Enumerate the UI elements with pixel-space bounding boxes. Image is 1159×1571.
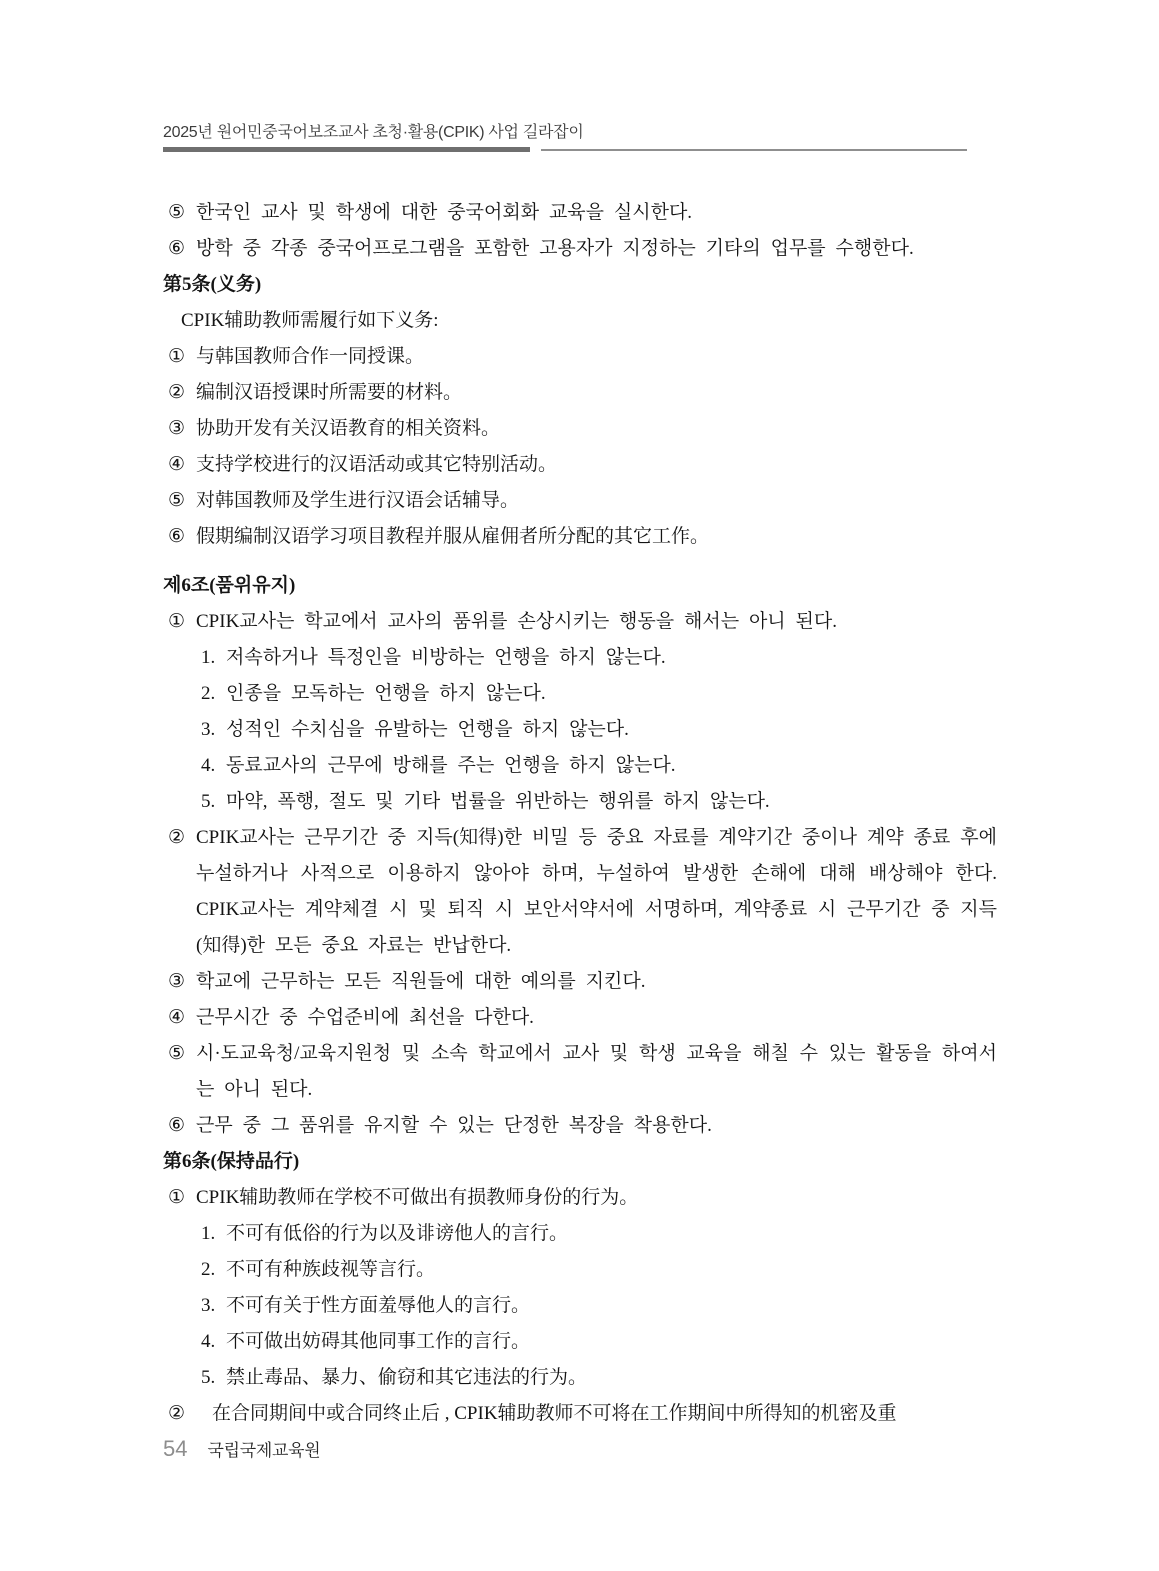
item-marker: 2. xyxy=(201,1259,216,1280)
item-marker: ④ xyxy=(168,1007,186,1028)
list-item xyxy=(163,1180,997,1216)
item-marker: 3. xyxy=(201,1295,216,1316)
item-text: CPIK교사는 학교에서 교사의 품위를 손상시키는 행동을 해서는 아니 된다. xyxy=(196,611,837,632)
list-item xyxy=(163,1036,997,1108)
page-footer xyxy=(163,1436,320,1462)
item-text: 协助开发有关汉语教育的相关资料。 xyxy=(196,418,501,439)
list-item xyxy=(163,1396,997,1432)
sub-list-item xyxy=(163,1360,997,1396)
item-marker: 5. xyxy=(201,791,216,812)
heading-text: 第6条(保持品行) xyxy=(163,1151,300,1172)
sub-list-item xyxy=(163,640,997,676)
item-marker: 2. xyxy=(201,683,216,704)
item-text: 编制汉语授课时所需要的材料。 xyxy=(196,382,463,403)
item-marker: 3. xyxy=(201,719,216,740)
item-marker: ① xyxy=(168,346,186,367)
item-text: 한국인 교사 및 학생에 대한 중국어회화 교육을 실시한다. xyxy=(196,202,693,223)
item-text: 시·도교육청/교육지원청 및 소속 학교에서 교사 및 학생 교육을 해칠 수 있는 활동을 하여서는 아니 된다. xyxy=(196,1043,997,1100)
heading-text: 第5条(义务) xyxy=(163,274,262,295)
section-heading xyxy=(163,568,997,604)
list-item xyxy=(163,1108,997,1144)
sub-list-item xyxy=(163,1252,997,1288)
list-item xyxy=(163,820,997,964)
footer-org-name: 국립국제교육원 xyxy=(207,1441,321,1460)
item-text: 저속하거나 특정인을 비방하는 언행을 하지 않는다. xyxy=(226,647,666,668)
sub-list-item xyxy=(163,676,997,712)
item-text: 在合同期间中或合同终止后 , CPIK辅助教师不可将在工作期间中所得知的机密及重 xyxy=(212,1403,897,1424)
item-text: 假期编制汉语学习项目教程并服从雇佣者所分配的其它工作。 xyxy=(196,526,710,547)
item-text: CPIK辅助教师在学校不可做出有损教师身份的行为。 xyxy=(196,1187,639,1208)
item-text: 방학 중 각종 중국어프로그램을 포함한 고용자가 지정하는 기타의 업무를 수행한다. xyxy=(196,238,914,259)
item-text: 근무시간 중 수업준비에 최선을 다한다. xyxy=(196,1007,534,1028)
item-marker: ⑥ xyxy=(168,526,186,547)
item-text: 禁止毒品、暴力、偷窃和其它违法的行为。 xyxy=(226,1367,588,1388)
item-text: 성적인 수치심을 유발하는 언행을 하지 않는다. xyxy=(226,719,629,740)
list-item xyxy=(163,339,997,375)
item-text: 마약, 폭행, 절도 및 기타 법률을 위반하는 행위를 하지 않는다. xyxy=(226,791,770,812)
list-item xyxy=(163,411,997,447)
header-title: 2025년 원어민중국어보조교사 초청·활용(CPIK) 사업 길라잡이 xyxy=(163,124,584,141)
item-text: 不可有种族歧视等言行。 xyxy=(226,1259,436,1280)
item-marker: ② xyxy=(168,1403,186,1424)
item-marker: ⑥ xyxy=(168,1115,186,1136)
item-marker: ⑤ xyxy=(168,202,186,223)
section-heading xyxy=(163,1144,997,1180)
item-text: 与韩国教师合作一同授课。 xyxy=(196,346,425,367)
item-text: 不可有低俗的行为以及诽谤他人的言行。 xyxy=(226,1223,569,1244)
paragraph xyxy=(163,303,997,339)
item-text: 학교에 근무하는 모든 직원들에 대한 예의를 지킨다. xyxy=(196,971,646,992)
item-text: 인종을 모독하는 언행을 하지 않는다. xyxy=(226,683,546,704)
list-item xyxy=(163,519,997,555)
page-number: 54 xyxy=(163,1436,188,1461)
sub-list-item xyxy=(163,1324,997,1360)
item-marker: ⑤ xyxy=(168,490,186,511)
header-rule-thick xyxy=(163,147,530,152)
item-marker: ⑥ xyxy=(168,238,186,259)
item-marker: ⑤ xyxy=(168,1043,186,1064)
list-item xyxy=(163,195,997,231)
item-text: 支持学校进行的汉语活动或其它特别活动。 xyxy=(196,454,558,475)
list-item xyxy=(163,231,997,267)
sub-list-item xyxy=(163,784,997,820)
item-marker: 1. xyxy=(201,647,216,668)
item-marker: ① xyxy=(168,611,186,632)
item-text: 不可有关于性方面羞辱他人的言行。 xyxy=(226,1295,531,1316)
item-marker: ① xyxy=(168,1187,186,1208)
item-text: 不可做出妨碍其他同事工作的言行。 xyxy=(226,1331,531,1352)
sub-list-item xyxy=(163,1216,997,1252)
list-item xyxy=(163,447,997,483)
item-marker: 5. xyxy=(201,1367,216,1388)
item-marker: ③ xyxy=(168,971,186,992)
section-heading xyxy=(163,267,997,303)
item-marker: ③ xyxy=(168,418,186,439)
list-item xyxy=(163,964,997,1000)
sub-list-item xyxy=(163,1288,997,1324)
sub-list-item xyxy=(163,712,997,748)
item-text: 동료교사의 근무에 방해를 주는 언행을 하지 않는다. xyxy=(226,755,676,776)
sub-list-item xyxy=(163,748,997,784)
item-marker: ② xyxy=(168,382,186,403)
list-item xyxy=(163,604,997,640)
heading-text: 제6조(품위유지) xyxy=(163,575,296,596)
list-item xyxy=(163,483,997,519)
item-text: 근무 중 그 품위를 유지할 수 있는 단정한 복장을 착용한다. xyxy=(196,1115,712,1136)
item-marker: 4. xyxy=(201,1331,216,1352)
paragraph-text: CPIK辅助教师需履行如下义务: xyxy=(181,310,439,331)
item-text: 对韩国教师及学生进行汉语会话辅导。 xyxy=(196,490,520,511)
header-rule-thin xyxy=(541,149,967,151)
list-item xyxy=(163,1000,997,1036)
item-text: CPIK교사는 근무기간 중 지득(知得)한 비밀 등 중요 자료를 계약기간 중이나 계약 종료 후에 누설하거나 사적으로 이용하지 않아야 하며, 누설하여 발생한 손해에 대해 배상해야 한다. CPIK교사는 계약체결 시 및 퇴직 시 보안서약서에 서명하며, 계약종료 시 근무기간 중 지득(知得)한 모든 중요 자료는 반납한다. xyxy=(196,827,997,956)
item-marker: 4. xyxy=(201,755,216,776)
list-item xyxy=(163,375,997,411)
document-body xyxy=(163,195,997,1432)
item-marker: ② xyxy=(168,827,186,848)
item-marker: 1. xyxy=(201,1223,216,1244)
item-marker: ④ xyxy=(168,454,186,475)
